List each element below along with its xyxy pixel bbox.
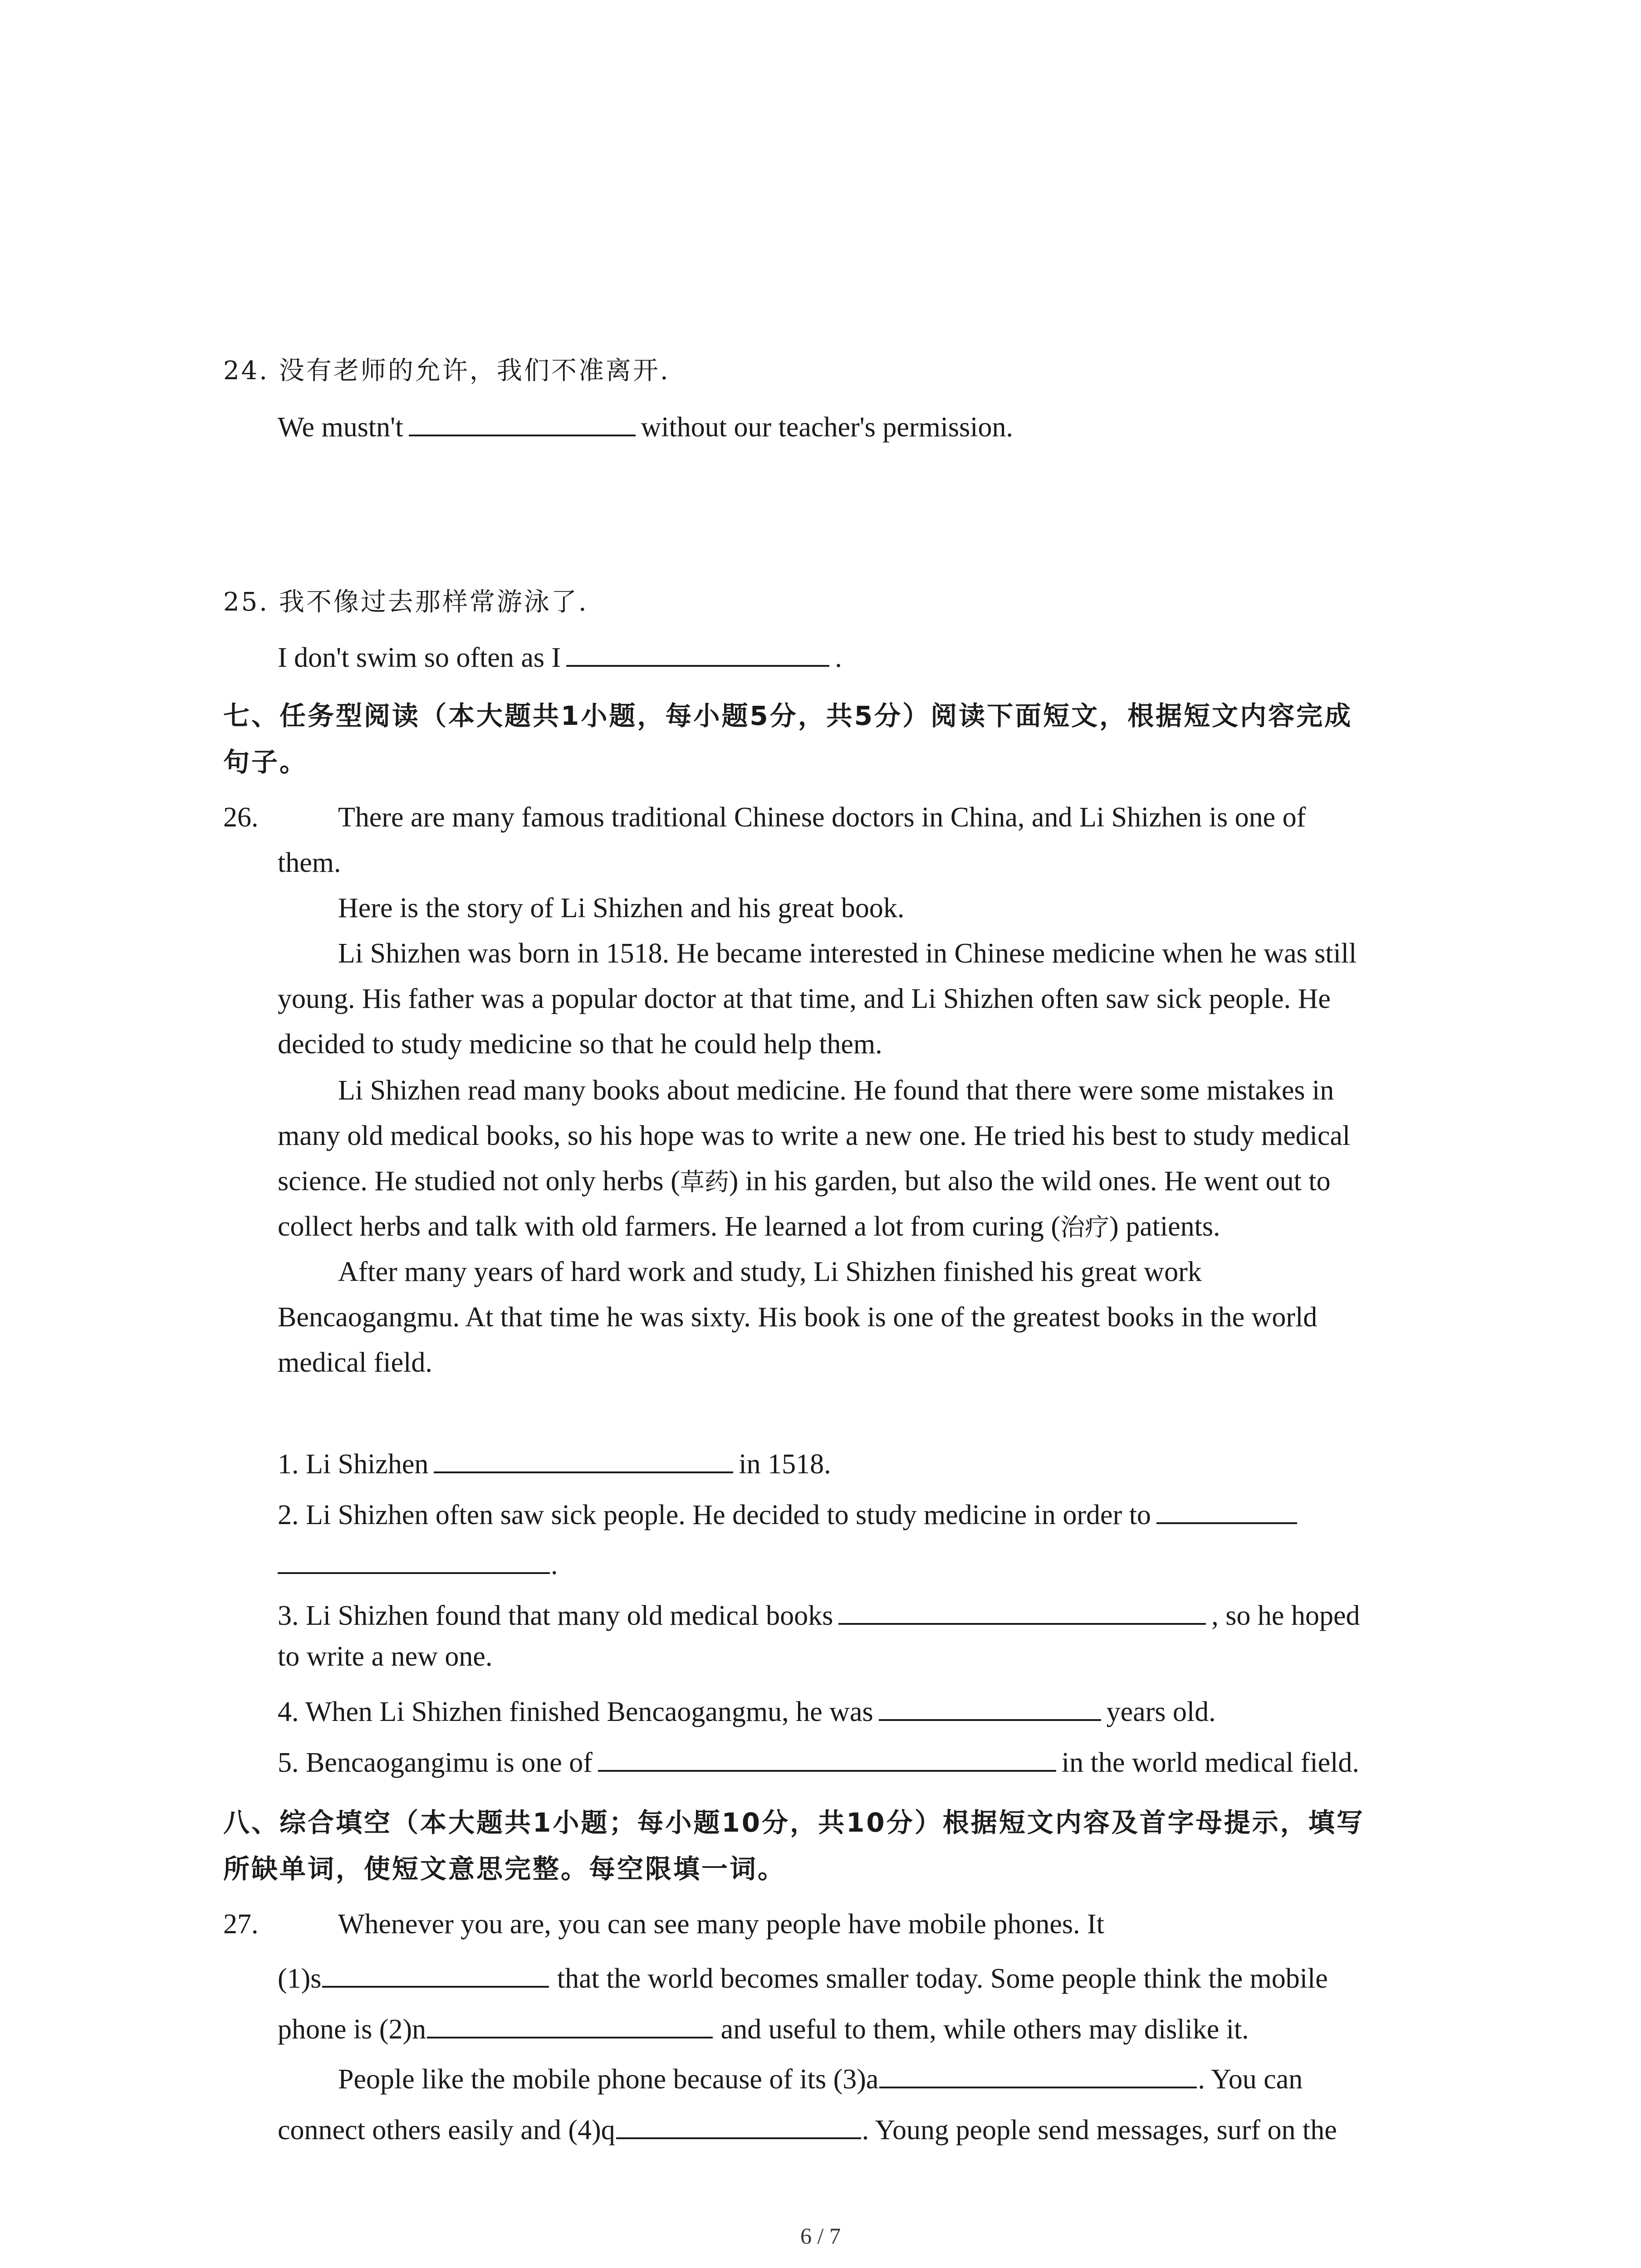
q26-passage-line: them. bbox=[278, 847, 341, 878]
q24-number: 24. bbox=[223, 356, 269, 386]
q26-number: 26. bbox=[223, 802, 259, 833]
q26-item-4 bbox=[278, 1689, 1216, 1730]
q26-herbs-pre: science. He studied not only herbs ( bbox=[278, 1166, 680, 1197]
q25-english-post: . bbox=[835, 642, 842, 673]
section8-heading-line1: 八、综合填空（本大题共1小题；每小题10分，共10分）根据短文内容及首字母提示，填写 bbox=[223, 1807, 1365, 1838]
q24-english-pre: We mustn't bbox=[278, 412, 403, 443]
q26-passage-line: Here is the story of Li Shizhen and his great book. bbox=[338, 893, 905, 924]
q26-item-3 bbox=[278, 1593, 1360, 1634]
q26-passage-line: There are many famous traditional Chinese doctors in China, and Li Shizhen is one of bbox=[338, 802, 1306, 833]
q24-english-post: without our teacher's permission. bbox=[641, 412, 1014, 443]
q26-cure-post: ) patients. bbox=[1109, 1211, 1220, 1242]
q25-english-pre: I don't swim so often as I bbox=[278, 642, 561, 673]
q26-item-1 bbox=[278, 1442, 831, 1482]
q26-item-1-blank[interactable] bbox=[434, 1442, 733, 1473]
q27-line-4-post: . You can bbox=[1198, 2064, 1303, 2095]
q26-passage-line: Bencaogangmu. At that time he was sixty. His book is one of the greatest books in the world bbox=[278, 1302, 1318, 1333]
q26-passage-line: medical field. bbox=[278, 1347, 432, 1378]
q26-item-2-cont bbox=[278, 1542, 558, 1583]
q25-blank[interactable] bbox=[566, 635, 829, 667]
q25-chinese-text: 我不像过去那样常游泳了. bbox=[279, 587, 588, 617]
q26-item-3-blank[interactable] bbox=[838, 1593, 1206, 1625]
q26-item-2-blank-b[interactable] bbox=[278, 1542, 550, 1574]
q26-herbs-post: ) in his garden, but also the wild ones. He went out to bbox=[729, 1166, 1331, 1197]
section7-heading-line2: 句子。 bbox=[223, 747, 308, 777]
q27-line-4 bbox=[338, 2057, 1303, 2097]
q27-blank-2-hint: phone is (2)n bbox=[278, 2014, 426, 2045]
q26-passage-line bbox=[278, 1163, 1331, 1200]
q24-chinese-text: 没有老师的允许，我们不准离开. bbox=[279, 356, 670, 386]
q27-blank-4-hint: connect others easily and (4)q bbox=[278, 2115, 615, 2146]
q26-herbs-gloss: 草药 bbox=[680, 1168, 729, 1196]
q27-line-5 bbox=[278, 2107, 1337, 2148]
q26-cure-gloss: 治疗 bbox=[1060, 1213, 1110, 1242]
q27-blank-1-hint: (1)s bbox=[278, 1963, 322, 1994]
q26-item-5 bbox=[278, 1740, 1359, 1781]
q25-english bbox=[278, 635, 842, 676]
q26-passage-line: After many years of hard work and study, Li Shizhen finished his great work bbox=[338, 1256, 1202, 1287]
q26-passage-line: Li Shizhen was born in 1518. He became interested in Chinese medicine when he was still bbox=[338, 938, 1357, 969]
q27-number: 27. bbox=[223, 1909, 259, 1940]
section7-heading-line1: 七、任务型阅读（本大题共1小题，每小题5分，共5分）阅读下面短文，根据短文内容完成 bbox=[223, 700, 1353, 731]
q27-line-1: Whenever you are, you can see many people have mobile phones. It bbox=[338, 1909, 1104, 1940]
q27-blank-3-hint: People like the mobile phone because of its (3)a bbox=[338, 2064, 879, 2095]
q26-passage-line: Li Shizhen read many books about medicine. He found that there were some mistakes in bbox=[338, 1075, 1334, 1106]
q24-blank[interactable] bbox=[409, 405, 636, 436]
q26-item-3-cont: to write a new one. bbox=[278, 1641, 493, 1672]
q24-chinese bbox=[223, 353, 670, 389]
q26-cure-pre: collect herbs and talk with old farmers. He learned a lot from curing ( bbox=[278, 1211, 1061, 1242]
q27-blank-2[interactable] bbox=[427, 2007, 713, 2038]
q27-line-3-post: and useful to them, while others may dislike it. bbox=[720, 2014, 1249, 2045]
q26-item-3-pre: 3. Li Shizhen found that many old medical books bbox=[278, 1600, 833, 1631]
section8-heading-line2: 所缺单词，使短文意思完整。每空限填一词。 bbox=[223, 1853, 786, 1884]
q26-passage-line: decided to study medicine so that he could help them. bbox=[278, 1029, 882, 1060]
q27-line-2-post: that the world becomes smaller today. Some people think the mobile bbox=[557, 1963, 1328, 1994]
q26-item-5-pre: 5. Bencaogangimu is one of bbox=[278, 1747, 593, 1778]
page-number: 6 / 7 bbox=[800, 2223, 841, 2248]
q26-item-2-post: . bbox=[551, 1549, 558, 1580]
q26-item-4-blank[interactable] bbox=[879, 1689, 1101, 1721]
q27-blank-4[interactable] bbox=[616, 2107, 861, 2139]
q26-passage-line: many old medical books, so his hope was to write a new one. He tried his best to study medical bbox=[278, 1120, 1351, 1151]
q26-item-2-pre: 2. Li Shizhen often saw sick people. He decided to study medicine in order to bbox=[278, 1500, 1151, 1530]
q26-item-5-post: in the world medical field. bbox=[1061, 1747, 1359, 1778]
q26-item-2-blank-a[interactable] bbox=[1156, 1492, 1297, 1524]
q26-item-4-post: years old. bbox=[1106, 1696, 1216, 1727]
q25-chinese bbox=[223, 584, 588, 621]
q27-line-5-post: . Young people send messages, surf on the bbox=[862, 2115, 1337, 2146]
q27-blank-3[interactable] bbox=[879, 2057, 1197, 2088]
q26-passage-line: young. His father was a popular doctor at that time, and Li Shizhen often saw sick people. He bbox=[278, 983, 1331, 1014]
q27-line-2 bbox=[278, 1956, 1328, 1997]
q26-item-1-post: in 1518. bbox=[739, 1449, 831, 1480]
q26-item-2 bbox=[278, 1492, 1303, 1533]
q25-number: 25. bbox=[223, 587, 269, 617]
q26-item-5-blank[interactable] bbox=[598, 1740, 1056, 1772]
q27-line-3 bbox=[278, 2007, 1249, 2048]
q26-passage-line bbox=[278, 1208, 1220, 1246]
q26-item-3-post: , so he hoped bbox=[1211, 1600, 1360, 1631]
q26-item-1-pre: 1. Li Shizhen bbox=[278, 1449, 429, 1480]
q26-item-4-pre: 4. When Li Shizhen finished Bencaogangmu, he was bbox=[278, 1696, 873, 1727]
q27-blank-1[interactable] bbox=[322, 1956, 549, 1988]
q24-english bbox=[278, 405, 1013, 445]
